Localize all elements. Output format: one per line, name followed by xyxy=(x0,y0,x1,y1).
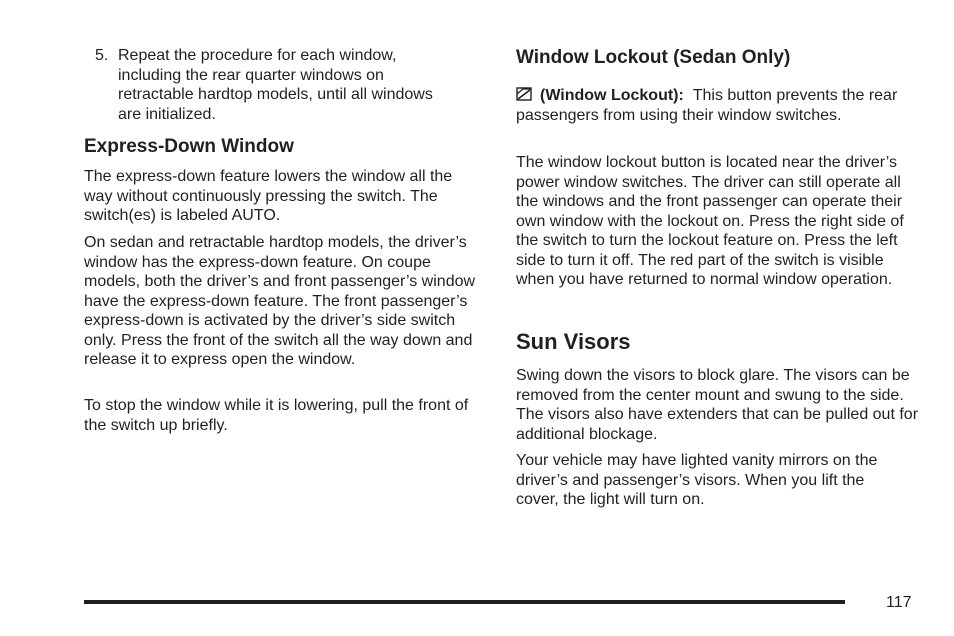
express-down-heading: Express-Down Window xyxy=(84,136,294,157)
window-lockout-description: This button prevents the rear passengers from using their window switches. xyxy=(516,87,898,124)
page-number: 117 xyxy=(886,594,912,611)
express-down-paragraph-3: To stop the window while it is lowering, pull the front of the switch up briefly. xyxy=(84,397,469,434)
window-lockout-icon xyxy=(516,87,532,101)
footer-rule xyxy=(84,600,845,604)
window-lockout-label: (Window Lockout): xyxy=(540,87,684,104)
express-down-paragraph-2: On sedan and retractable hardtop models, the driver’s window has the express-down feature. On coupe models, both the driver’s and front passenger’s window have the express-down feature. The front passenger’s express-down is activated by the driver’s side switch only. Press the front of the switch all the way down and release it to express open the window. xyxy=(84,234,476,368)
window-lockout-paragraph-1 xyxy=(516,86,916,125)
step-number: 5. xyxy=(95,47,109,64)
window-lockout-heading: Window Lockout (Sedan Only) xyxy=(516,47,791,68)
express-down-paragraph-1: The express-down feature lowers the window all the way without continuously pressing the switch. The switch(es) is labeled AUTO. xyxy=(84,168,453,224)
step-text: Repeat the procedure for each window, including the rear quarter windows on retractable hardtop models, until all windows are initialized. xyxy=(118,47,433,123)
window-lockout-paragraph-2: The window lockout button is located near the driver’s power window switches. The driver can still operate all the windows and the front passenger can operate their own window with the lockout on. Press the right side of the switch to turn the lockout feature on. Press the left side to turn it off. The red part of the switch is visible when you have returned to normal window operation. xyxy=(516,154,904,288)
sun-visors-paragraph-2: Your vehicle may have lighted vanity mirrors on the driver’s and passenger’s visors. When you lift the cover, the light will turn on. xyxy=(516,452,878,508)
sun-visors-heading: Sun Visors xyxy=(516,329,631,354)
sun-visors-paragraph-1: Swing down the visors to block glare. The visors can be removed from the center mount and swung to the side. The visors also have extenders that can be pulled out for additional blockage. xyxy=(516,367,919,443)
